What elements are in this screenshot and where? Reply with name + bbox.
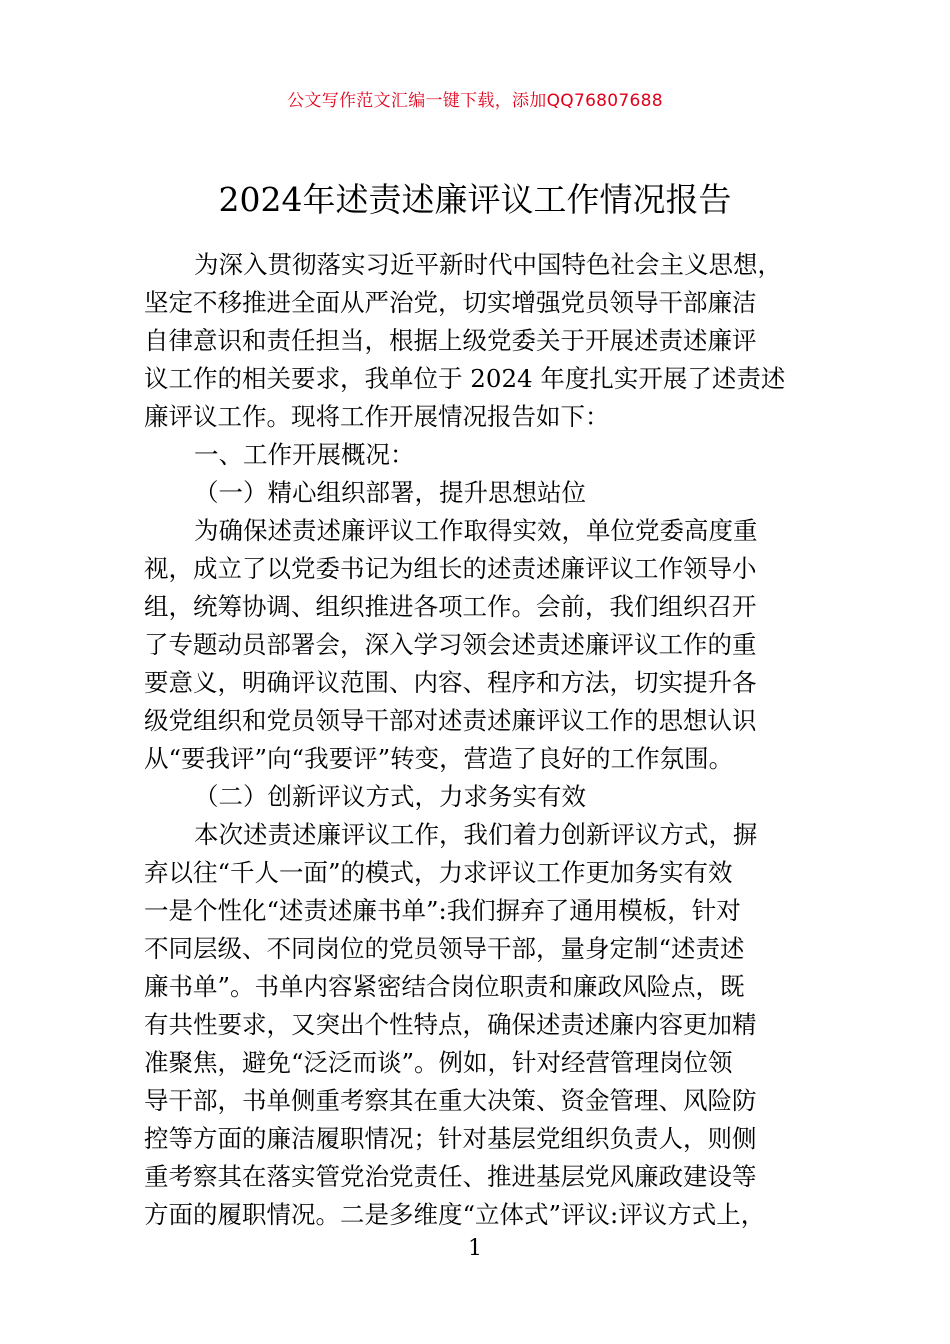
body-line: 方面的履职情况。二是多维度“立体式”评议:评议方式上， xyxy=(144,1200,766,1229)
body-line: 控等方面的廉洁履职情况；针对基层党组织负责人，则侧 xyxy=(144,1124,757,1153)
download-notice: 公文写作范文汇编一键下载，添加QQ76807688 xyxy=(287,91,663,111)
body-line: 不同层级、不同岗位的党员领导干部，量身定制“述责述 xyxy=(144,934,745,963)
body-line: 级党组织和党员领导干部对述责述廉评议工作的思想认识 xyxy=(144,706,757,735)
body-line: 本次述责述廉评议工作，我们着力创新评议方式，摒 xyxy=(194,820,758,849)
body-line: 弃以往“千人一面”的模式，力求评议工作更加务实有效 xyxy=(144,858,733,887)
subsection-heading: （二）创新评议方式，力求务实有效 xyxy=(194,782,586,811)
section-heading: 一、工作开展概况： xyxy=(194,440,415,469)
body-line: 为确保述责述廉评议工作取得实效，单位党委高度重 xyxy=(194,516,758,545)
body-line: 议工作的相关要求，我单位于 2024 年度扎实开展了述责述 xyxy=(144,364,786,393)
body-line: 视，成立了以党委书记为组长的述责述廉评议工作领导小 xyxy=(144,554,757,583)
body-line: 为深入贯彻落实习近平新时代中国特色社会主义思想， xyxy=(194,250,782,279)
page-title: 2024年述责述廉评议工作情况报告 xyxy=(218,180,732,219)
subsection-heading: （一）精心组织部署，提升思想站位 xyxy=(194,478,586,507)
body-line: 自律意识和责任担当，根据上级党委关于开展述责述廉评 xyxy=(144,326,757,355)
body-line: 要意义，明确评议范围、内容、程序和方法，切实提升各 xyxy=(144,668,757,697)
body-line: 准聚焦，避免“泛泛而谈”。例如，针对经营管理岗位领 xyxy=(144,1048,733,1077)
body-line: 组，统筹协调、组织推进各项工作。会前，我们组织召开 xyxy=(144,592,757,621)
body-line: 导干部，书单侧重考察其在重大决策、资金管理、风险防 xyxy=(144,1086,757,1115)
body-line: 了专题动员部署会，深入学习领会述责述廉评议工作的重 xyxy=(144,630,757,659)
body-line: 廉书单”。书单内容紧密结合岗位职责和廉政风险点，既 xyxy=(144,972,745,1001)
body-line: 从“要我评”向“我要评”转变，营造了良好的工作氛围。 xyxy=(144,744,734,773)
body-line: 有共性要求，又突出个性特点，确保述责述廉内容更加精 xyxy=(144,1010,757,1039)
page-number: 1 xyxy=(468,1236,482,1261)
body-line: 重考察其在落实管党治党责任、推进基层党风廉政建设等 xyxy=(144,1162,757,1191)
body-line: 廉评议工作。现将工作开展情况报告如下： xyxy=(144,402,610,431)
body-line: 坚定不移推进全面从严治党，切实增强党员领导干部廉洁 xyxy=(144,288,757,317)
body-line: 一是个性化“述责述廉书单”:我们摒弃了通用模板，针对 xyxy=(144,896,741,925)
